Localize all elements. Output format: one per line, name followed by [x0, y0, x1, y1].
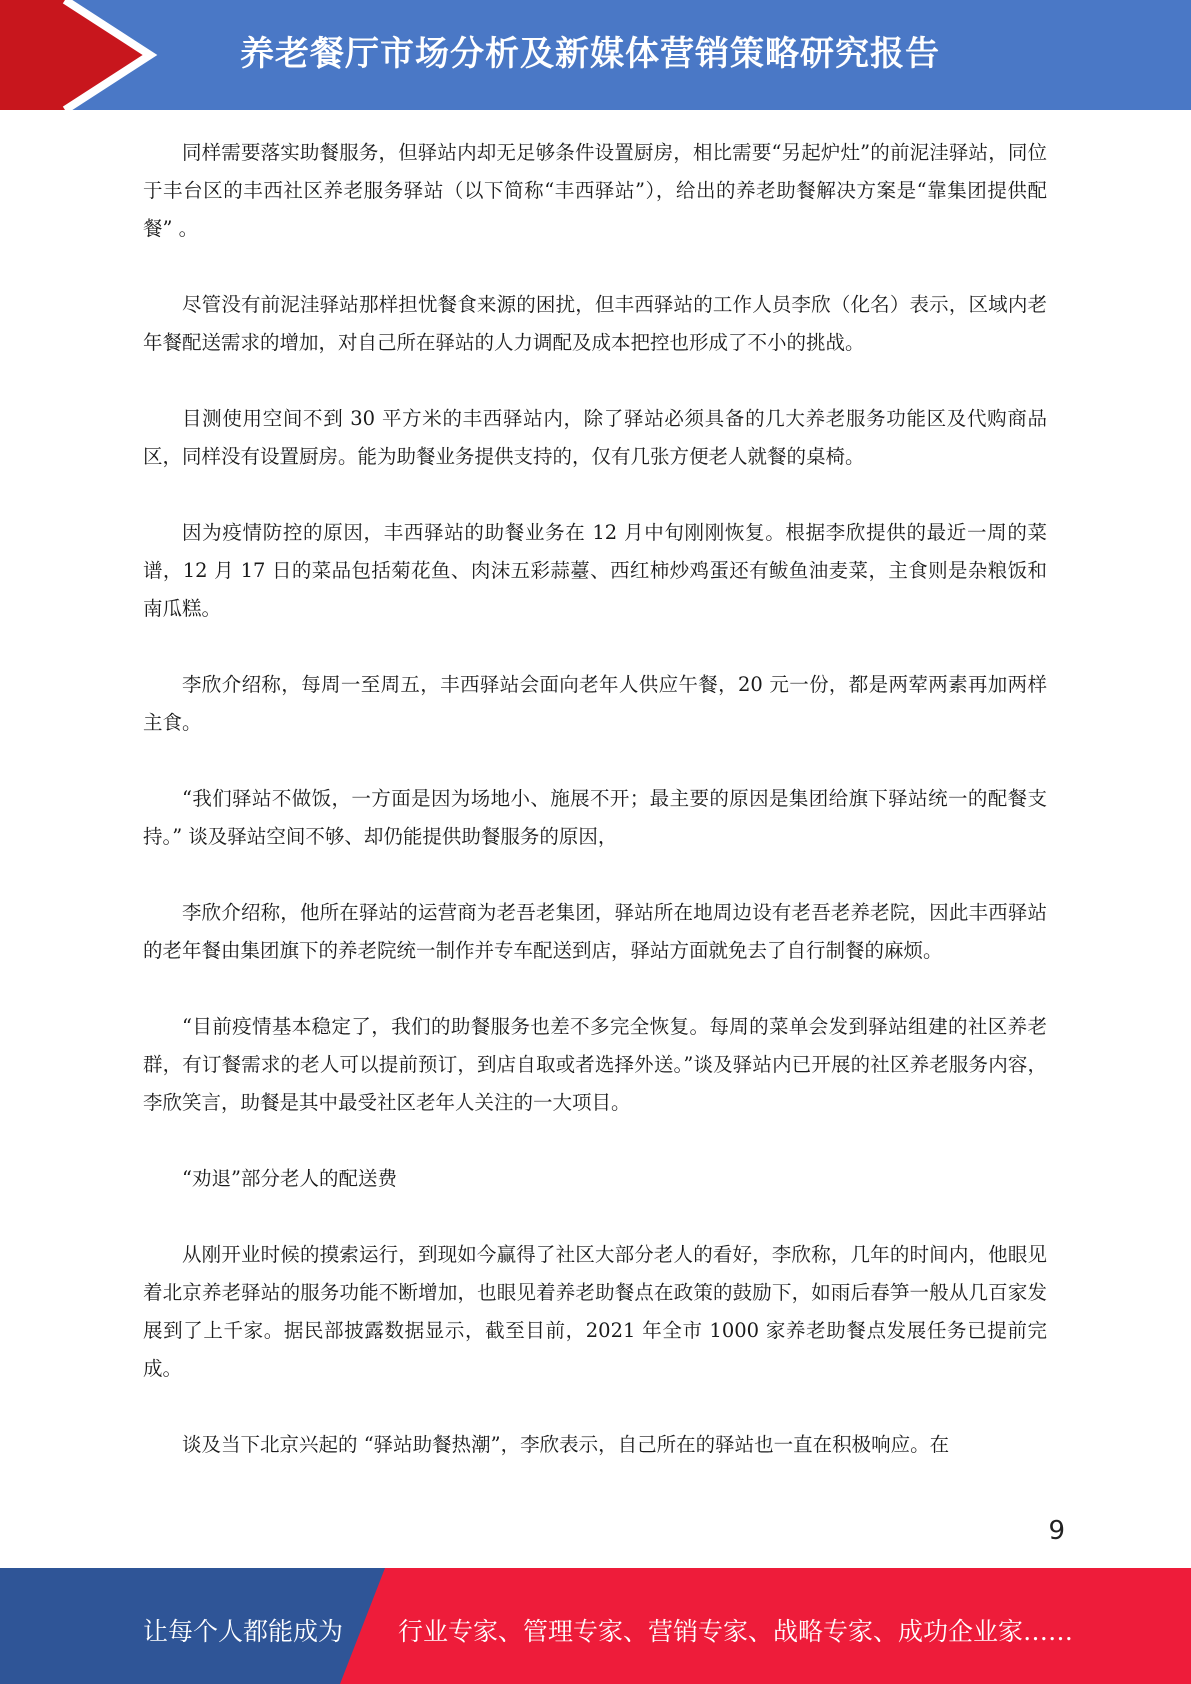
paragraph: 尽管没有前泥洼驿站那样担忧餐食来源的困扰，但丰西驿站的工作人员李欣（化名）表示，区域内老年餐配送需求的增加，对自己所在驿站的人力调配及成本把控也形成了不小的挑战。	[143, 293, 1047, 354]
page-number: 9	[1048, 1516, 1065, 1546]
paragraph: “目前疫情基本稳定了，我们的助餐服务也差不多完全恢复。每周的菜单会发到驿站组建的社区养老群，有订餐需求的老人可以提前预订，到店自取或者选择外送。”谈及驿站内已开展的社区养老服务内容，李欣笑言，助餐是其中最受社区老年人关注的一大项目。	[143, 1015, 1047, 1114]
paragraph: “我们驿站不做饭，一方面是因为场地小、施展不开；最主要的原因是集团给旗下驿站统一的配餐支持。” 谈及驿站空间不够、却仍能提供助餐服务的原因，	[143, 787, 1047, 848]
paragraph: 同样需要落实助餐服务，但驿站内却无足够条件设置厨房，相比需要“另起炉灶”的前泥洼驿站，同位于丰台区的丰西社区养老服务驿站（以下简称“丰西驿站”），给出的养老助餐解决方案是“靠集团提供配餐” 。	[143, 141, 1047, 240]
paragraph: 谈及当下北京兴起的 “驿站助餐热潮”，李欣表示，自己所在的驿站也一直在积极响应。在	[182, 1433, 950, 1456]
section-subheading: “劝退”部分老人的配送费	[182, 1167, 397, 1190]
footer-slogan-right: 行业专家、管理专家、营销专家、战略专家、成功企业家……	[398, 1617, 1074, 1646]
paragraph: 从刚开业时候的摸索运行，到现如今赢得了社区大部分老人的看好，李欣称，几年的时间内，他眼见着北京养老驿站的服务功能不断增加，也眼见着养老助餐点在政策的鼓励下，如雨后春笋一般从几百家发展到了上千家。据民部披露数据显示，截至目前，2021 年全市 1000 家养老助餐点发展任务已提前完成。	[143, 1243, 1047, 1380]
paragraph: 李欣介绍称，每周一至周五，丰西驿站会面向老年人供应午餐，20 元一份，都是两荤两素再加两样主食。	[143, 673, 1047, 734]
paragraph: 因为疫情防控的原因，丰西驿站的助餐业务在 12 月中旬刚刚恢复。根据李欣提供的最近一周的菜谱，12 月 17 日的菜品包括菊花鱼、肉沫五彩蒜薹、西红柿炒鸡蛋还有鲅鱼油麦菜，主食则是杂粮饭和南瓜糕。	[143, 521, 1047, 620]
paragraph: 李欣介绍称，他所在驿站的运营商为老吾老集团，驿站所在地周边设有老吾老养老院，因此丰西驿站的老年餐由集团旗下的养老院统一制作并专车配送到店，驿站方面就免去了自行制餐的麻烦。	[143, 901, 1047, 962]
article-body	[143, 134, 1047, 1502]
page-footer	[0, 1568, 1191, 1684]
footer-slogan-left: 让每个人都能成为	[143, 1617, 344, 1646]
paragraph: 目测使用空间不到 30 平方米的丰西驿站内，除了驿站必须具备的几大养老服务功能区及代购商品区，同样没有设置厨房。能为助餐业务提供支持的，仅有几张方便老人就餐的桌椅。	[143, 407, 1047, 468]
page-header	[0, 0, 1191, 110]
report-title: 养老餐厅市场分析及新媒体营销策略研究报告	[240, 34, 940, 74]
